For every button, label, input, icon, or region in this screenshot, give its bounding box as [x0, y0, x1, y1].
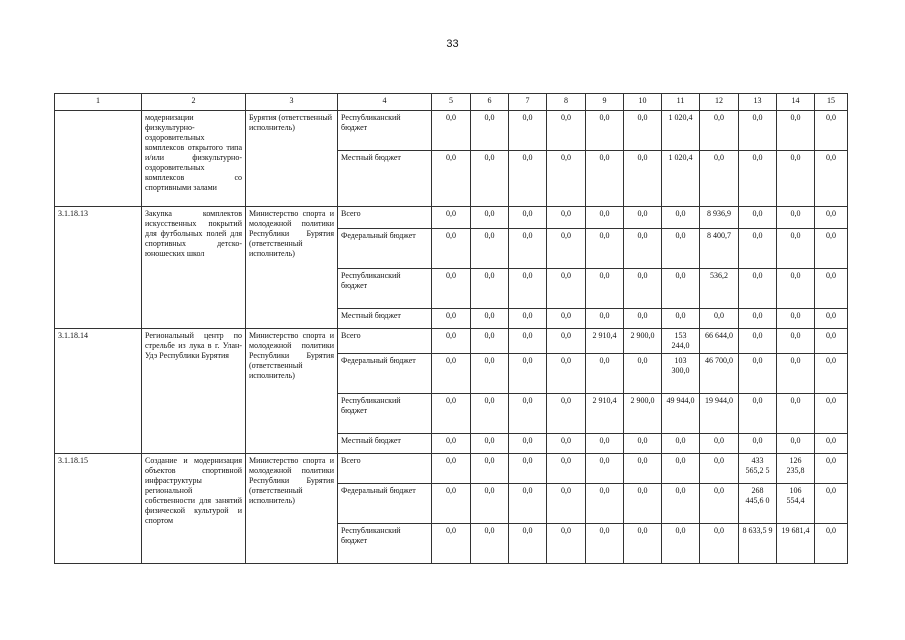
value-cell: 0,0	[547, 269, 586, 309]
value-cell: 0,0	[432, 484, 471, 524]
value-cell: 2 910,4	[586, 394, 624, 434]
value-cell: 0,0	[509, 207, 547, 229]
value-cell: 0,0	[624, 434, 662, 454]
value-cell: 0,0	[777, 229, 815, 269]
value-cell: 0,0	[432, 151, 471, 207]
funding-source: Местный бюджет	[338, 309, 432, 329]
value-cell: 0,0	[586, 269, 624, 309]
value-cell: 0,0	[662, 434, 700, 454]
table-row	[55, 111, 848, 151]
value-cell: 0,0	[739, 434, 777, 454]
table-row	[55, 454, 848, 484]
value-cell: 0,0	[547, 111, 586, 151]
value-cell: 0,0	[624, 207, 662, 229]
value-cell: 2 900,0	[624, 394, 662, 434]
executor: Министерство спорта и молодежной политики Республики Бурятия (ответственный исполнитель)	[246, 454, 338, 564]
value-cell: 0,0	[700, 484, 739, 524]
value-cell: 0,0	[700, 434, 739, 454]
value-cell: 1 020,4	[662, 151, 700, 207]
value-cell: 268 445,6 0	[739, 484, 777, 524]
value-cell: 0,0	[471, 229, 509, 269]
column-header-2: 2	[142, 94, 246, 111]
value-cell: 0,0	[815, 394, 848, 434]
value-cell: 0,0	[624, 454, 662, 484]
value-cell: 0,0	[739, 151, 777, 207]
value-cell: 536,2	[700, 269, 739, 309]
value-cell: 0,0	[509, 454, 547, 484]
measure-name: Закупка комплектов искусственных покрытий для футбольных полей для спортивных детско-юношеских школ	[142, 207, 246, 329]
value-cell: 153 244,0	[662, 329, 700, 354]
value-cell: 0,0	[471, 269, 509, 309]
value-cell: 0,0	[662, 229, 700, 269]
column-header-4: 4	[338, 94, 432, 111]
value-cell: 0,0	[547, 434, 586, 454]
value-cell: 0,0	[624, 229, 662, 269]
value-cell: 0,0	[586, 229, 624, 269]
value-cell: 0,0	[432, 229, 471, 269]
value-cell: 0,0	[471, 454, 509, 484]
value-cell: 0,0	[471, 434, 509, 454]
value-cell: 0,0	[624, 524, 662, 564]
column-header-8: 8	[547, 94, 586, 111]
value-cell: 0,0	[509, 269, 547, 309]
value-cell: 0,0	[586, 111, 624, 151]
value-cell: 0,0	[815, 329, 848, 354]
value-cell: 103 300,0	[662, 354, 700, 394]
column-header-10: 10	[624, 94, 662, 111]
value-cell: 0,0	[777, 434, 815, 454]
value-cell: 0,0	[432, 111, 471, 151]
column-header-15: 15	[815, 94, 848, 111]
value-cell: 0,0	[777, 354, 815, 394]
value-cell: 0,0	[547, 207, 586, 229]
value-cell: 433 565,2 5	[739, 454, 777, 484]
value-cell: 0,0	[509, 309, 547, 329]
value-cell: 0,0	[815, 434, 848, 454]
value-cell: 0,0	[471, 309, 509, 329]
value-cell: 8 633,5 9	[739, 524, 777, 564]
column-header-row	[55, 94, 848, 111]
table-row	[55, 207, 848, 229]
value-cell: 19 681,4	[777, 524, 815, 564]
value-cell: 0,0	[586, 454, 624, 484]
value-cell: 0,0	[432, 309, 471, 329]
value-cell: 0,0	[815, 484, 848, 524]
value-cell: 0,0	[700, 524, 739, 564]
executor: Министерство спорта и молодежной политики Республики Бурятия (ответственный исполнитель)	[246, 207, 338, 329]
measure-name: Создание и модернизация объектов спортивной инфраструктуры региональной собственности для занятий физической культурой и спортом	[142, 454, 246, 564]
funding-source: Всего	[338, 329, 432, 354]
value-cell: 0,0	[815, 151, 848, 207]
column-header-1: 1	[55, 94, 142, 111]
funding-source: Федеральный бюджет	[338, 484, 432, 524]
value-cell: 0,0	[586, 354, 624, 394]
budget-table	[54, 93, 848, 564]
value-cell: 0,0	[547, 309, 586, 329]
measure-name: модернизации физкультурно-оздоровительных комплексов открытого типа и/или физкультурно-оздоровительных комплексов со спортивными залами	[142, 111, 246, 207]
value-cell: 19 944,0	[700, 394, 739, 434]
value-cell: 8 936,9	[700, 207, 739, 229]
value-cell: 1 020,4	[662, 111, 700, 151]
value-cell: 0,0	[777, 151, 815, 207]
funding-source: Республиканский бюджет	[338, 111, 432, 151]
value-cell: 0,0	[739, 309, 777, 329]
value-cell: 0,0	[432, 394, 471, 434]
funding-source: Федеральный бюджет	[338, 354, 432, 394]
value-cell: 0,0	[471, 329, 509, 354]
value-cell: 0,0	[777, 269, 815, 309]
value-cell: 0,0	[432, 329, 471, 354]
value-cell: 0,0	[815, 207, 848, 229]
value-cell: 0,0	[432, 207, 471, 229]
value-cell: 0,0	[815, 269, 848, 309]
column-header-9: 9	[586, 94, 624, 111]
value-cell: 0,0	[547, 454, 586, 484]
value-cell: 0,0	[815, 111, 848, 151]
value-cell: 0,0	[662, 454, 700, 484]
value-cell: 0,0	[547, 329, 586, 354]
value-cell: 0,0	[471, 484, 509, 524]
value-cell: 0,0	[586, 484, 624, 524]
column-header-3: 3	[246, 94, 338, 111]
column-header-11: 11	[662, 94, 700, 111]
value-cell: 0,0	[509, 329, 547, 354]
value-cell: 66 644,0	[700, 329, 739, 354]
value-cell: 0,0	[739, 394, 777, 434]
value-cell: 0,0	[777, 309, 815, 329]
value-cell: 0,0	[777, 111, 815, 151]
value-cell: 0,0	[432, 354, 471, 394]
value-cell: 0,0	[777, 394, 815, 434]
executor: Бурятия (ответственный исполнитель)	[246, 111, 338, 207]
value-cell: 0,0	[471, 207, 509, 229]
value-cell: 0,0	[509, 524, 547, 564]
column-header-13: 13	[739, 94, 777, 111]
measure-code: 3.1.18.14	[55, 329, 142, 454]
value-cell: 0,0	[509, 151, 547, 207]
value-cell: 0,0	[662, 207, 700, 229]
value-cell: 0,0	[432, 269, 471, 309]
funding-source: Местный бюджет	[338, 151, 432, 207]
value-cell: 0,0	[815, 229, 848, 269]
funding-source: Всего	[338, 454, 432, 484]
value-cell: 0,0	[700, 309, 739, 329]
value-cell: 2 900,0	[624, 329, 662, 354]
value-cell: 0,0	[471, 354, 509, 394]
value-cell: 0,0	[586, 309, 624, 329]
value-cell: 0,0	[509, 111, 547, 151]
funding-source: Республиканский бюджет	[338, 394, 432, 434]
value-cell: 0,0	[547, 484, 586, 524]
value-cell: 0,0	[624, 111, 662, 151]
value-cell: 0,0	[586, 434, 624, 454]
measure-code: 3.1.18.15	[55, 454, 142, 564]
value-cell: 49 944,0	[662, 394, 700, 434]
executor: Министерство спорта и молодежной политики Республики Бурятия (ответственный исполнитель)	[246, 329, 338, 454]
value-cell: 8 400,7	[700, 229, 739, 269]
value-cell: 0,0	[662, 269, 700, 309]
value-cell: 0,0	[471, 151, 509, 207]
value-cell: 0,0	[471, 524, 509, 564]
value-cell: 0,0	[509, 484, 547, 524]
value-cell: 0,0	[739, 111, 777, 151]
value-cell: 0,0	[586, 151, 624, 207]
value-cell: 0,0	[547, 524, 586, 564]
value-cell: 0,0	[739, 354, 777, 394]
column-header-12: 12	[700, 94, 739, 111]
value-cell: 0,0	[739, 269, 777, 309]
value-cell: 0,0	[471, 111, 509, 151]
value-cell: 0,0	[624, 354, 662, 394]
value-cell: 0,0	[662, 309, 700, 329]
value-cell: 0,0	[432, 434, 471, 454]
value-cell: 0,0	[586, 207, 624, 229]
value-cell: 126 235,8	[777, 454, 815, 484]
funding-source: Федеральный бюджет	[338, 229, 432, 269]
value-cell: 0,0	[547, 229, 586, 269]
table-row	[55, 329, 848, 354]
value-cell: 0,0	[624, 309, 662, 329]
value-cell: 106 554,4	[777, 484, 815, 524]
value-cell: 0,0	[547, 354, 586, 394]
value-cell: 0,0	[700, 151, 739, 207]
value-cell: 46 700,0	[700, 354, 739, 394]
value-cell: 0,0	[815, 524, 848, 564]
funding-source: Республиканский бюджет	[338, 269, 432, 309]
column-header-14: 14	[777, 94, 815, 111]
value-cell: 0,0	[547, 151, 586, 207]
value-cell: 0,0	[509, 434, 547, 454]
value-cell: 0,0	[624, 269, 662, 309]
value-cell: 0,0	[432, 524, 471, 564]
code-cell	[55, 111, 142, 207]
measure-name: Региональный центр по стрельбе из лука в г. Улан-Удэ Республики Бурятия	[142, 329, 246, 454]
value-cell: 0,0	[739, 229, 777, 269]
value-cell: 0,0	[586, 524, 624, 564]
value-cell: 0,0	[432, 454, 471, 484]
value-cell: 0,0	[509, 394, 547, 434]
value-cell: 0,0	[662, 524, 700, 564]
measure-code: 3.1.18.13	[55, 207, 142, 329]
value-cell: 0,0	[739, 329, 777, 354]
value-cell: 0,0	[739, 207, 777, 229]
value-cell: 0,0	[624, 151, 662, 207]
column-header-7: 7	[509, 94, 547, 111]
page-number: 33	[446, 38, 459, 50]
value-cell: 0,0	[471, 394, 509, 434]
value-cell: 0,0	[815, 309, 848, 329]
value-cell: 0,0	[777, 329, 815, 354]
value-cell: 0,0	[547, 394, 586, 434]
value-cell: 0,0	[662, 484, 700, 524]
value-cell: 0,0	[509, 229, 547, 269]
value-cell: 2 910,4	[586, 329, 624, 354]
value-cell: 0,0	[624, 484, 662, 524]
value-cell: 0,0	[509, 354, 547, 394]
value-cell: 0,0	[815, 454, 848, 484]
funding-source: Республиканский бюджет	[338, 524, 432, 564]
column-header-6: 6	[471, 94, 509, 111]
column-header-5: 5	[432, 94, 471, 111]
funding-source: Всего	[338, 207, 432, 229]
value-cell: 0,0	[700, 111, 739, 151]
value-cell: 0,0	[777, 207, 815, 229]
funding-source: Местный бюджет	[338, 434, 432, 454]
value-cell: 0,0	[815, 354, 848, 394]
value-cell: 0,0	[700, 454, 739, 484]
